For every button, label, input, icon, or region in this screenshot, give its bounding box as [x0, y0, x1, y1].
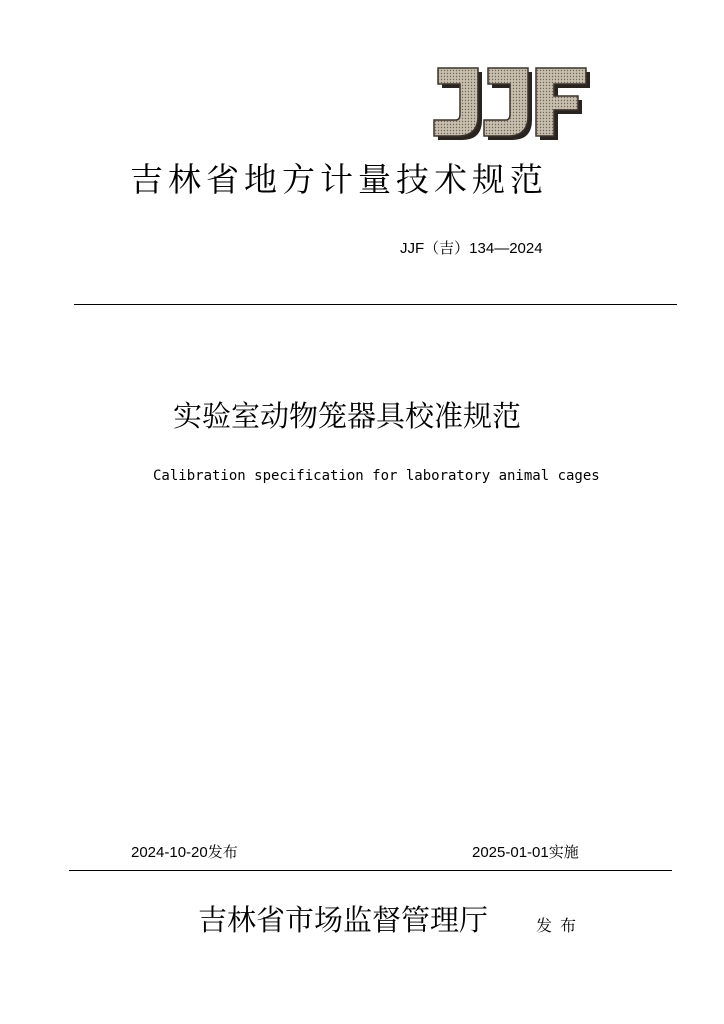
issuing-authority: 吉林省市场监督管理厅	[198, 903, 489, 937]
series-title: 吉林省地方计量技术规范	[130, 160, 548, 199]
bottom-divider	[69, 870, 672, 871]
top-divider	[74, 304, 677, 305]
document-title-english: Calibration specification for laboratory animal cages	[153, 468, 600, 484]
jjf-logo	[428, 66, 594, 144]
issue-date: 2024-10-20发布	[131, 844, 238, 861]
standard-number: JJF（吉）134—2024	[400, 240, 543, 257]
issuer-suffix: 发布	[536, 916, 585, 935]
document-title-chinese: 实验室动物笼器具校准规范	[173, 399, 522, 433]
jjf-logo-image	[428, 66, 594, 144]
effective-date: 2025-01-01实施	[472, 844, 579, 861]
